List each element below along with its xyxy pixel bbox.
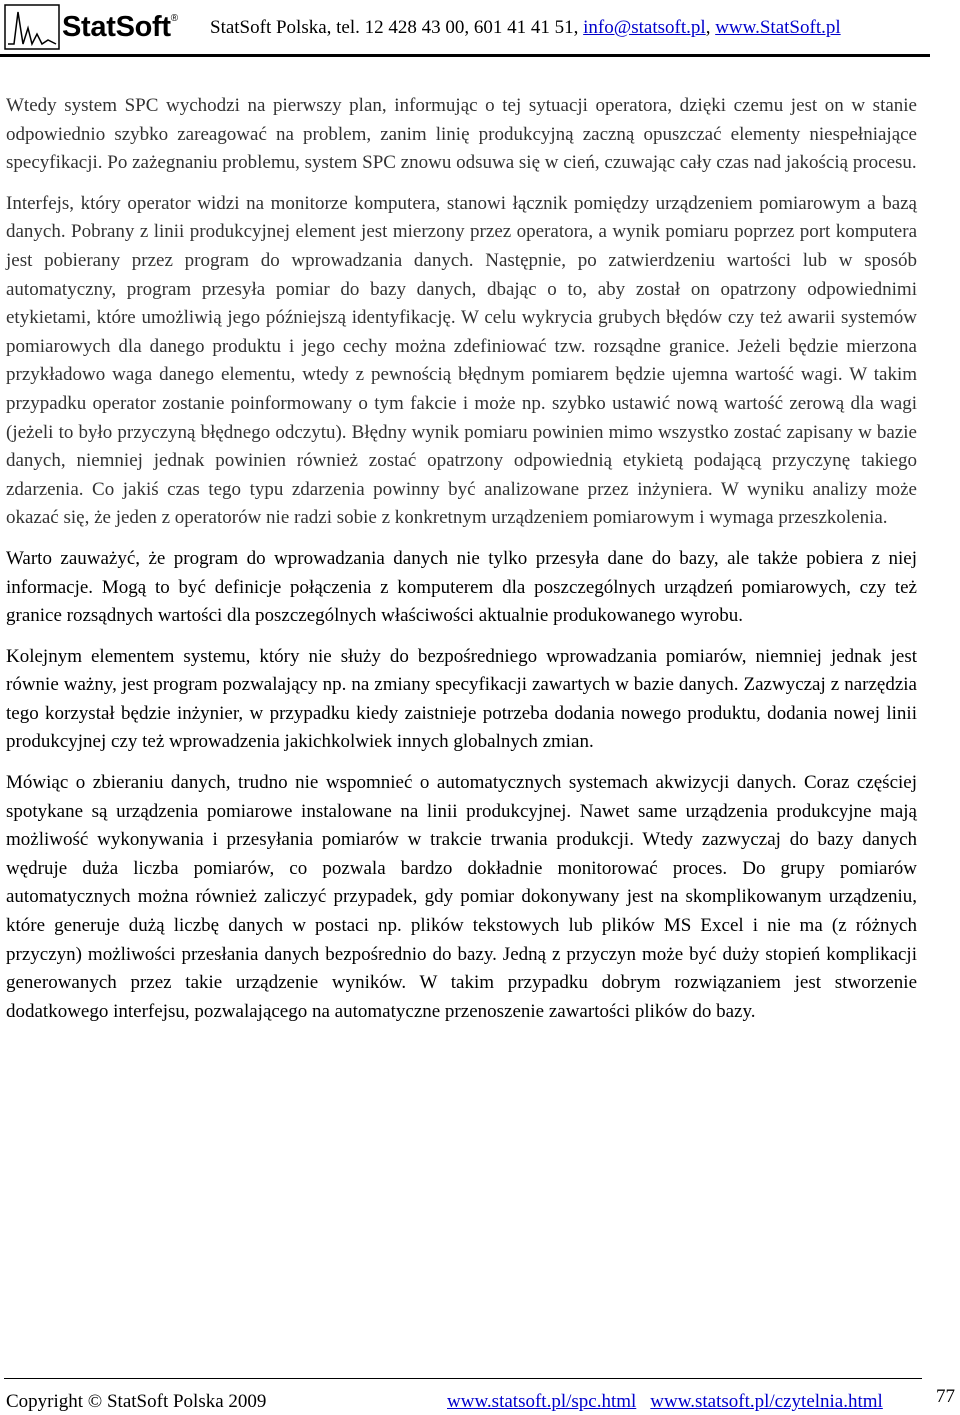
contact-text: StatSoft Polska, tel. 12 428 43 00, 601 41 41 51, <box>210 17 584 38</box>
logo-wordmark: StatSoft <box>62 11 171 43</box>
statsoft-logo-icon <box>4 4 60 57</box>
header-divider <box>0 54 930 57</box>
paragraph-2: Interfejs, który operator widzi na monitorze komputera, stanowi łącznik pomiędzy urządzeniem pomiarowym a bazą danych. Pobrany z linii produkcyjnej element jest mierzony przez operatora, a wynik pomiaru poprzez port komputera jest pobierany przez program do wprowadzania danych. Następnie, po zatwierdzeniu wartości lub w sposób automatyczny, program przesyła pomiar do bazy danych, dbając o to, aby został on opatrzony odpowiednimi etykietami, które umożliwią jego późniejszą identyfikację. W celu wykrycia grubych błędów czy też awarii systemów pomiarowych dla danego produktu i jego cechy można zdefiniować tzw. rozsądne granice. Jeżeli będzie mierzona przykładowo waga danego elementu, wtedy z pewnością błędnym pomiarem będzie ujemna wartość wagi. W takim przypadku operator zostanie poinformowany o tym fakcie i może np. szybko ustawić nową wartość zerową dla wagi (jeżeli to było przyczyną błędnego odczytu). Błędny wynik pomiaru powinien mimo wszystko zostać zapisany w bazie danych, niemniej jednak powinien również zostać opatrzony odpowiednią etykietą podającą przyczynę takiego zdarzenia. Co jakiś czas tego typu zdarzenia powinny być analizowane przez inżyniera. W wyniku analizy może okazać się, że jeden z operatorów nie radzi sobie z konkretnym urządzeniem pomiarowym i wymaga przeszkolenia. <box>6 192 917 529</box>
footer-divider <box>4 1378 922 1379</box>
header-contact <box>210 17 841 39</box>
spc-link[interactable]: www.statsoft.pl/spc.html <box>447 1391 637 1412</box>
paragraph-5: Mówiąc o zbieraniu danych, trudno nie wspomnieć o automatycznych systemach akwizycji danych. Coraz częściej spotykane są urządzenia pomiarowe instalowane na linii produkcyjnej. Nawet same urządzenia produkcyjne mają możliwość wykonywania i przesyłania pomiarów w trakcie trwania produkcji. Wtedy zazwyczaj do bazy danych wędruje duża liczba pomiarów, co pozwala bardzo dokładnie monitorować proces. Do grupy pomiarów automatycznych można również zaliczyć przypadek, gdy pomiar dokonywany jest na skomplikowanym urządzeniu, które generuje dużą liczbę danych w postaci np. plików tekstowych lub plików MS Excel i nie ma (z różnych przyczyn) możliwości przesłania danych bezpośrednio do bazy. Jedną z przyczyn może być duży stopień komplikacji generowanych przez takie urządzenie wyników. W takim przypadku dobrym rozwiązaniem jest stworzenie dodatkowego interfejsu, pozwalającego na automatyczne przenoszenie zawartości plików do bazy. <box>6 772 917 1022</box>
paragraph-3: Warto zauważyć, że program do wprowadzania danych nie tylko przesyła dane do bazy, ale także pobiera z niej informacje. Mogą to być definicje połączenia z komputerem dla poszczególnych urządzeń pomiarowych, czy też granice rozsądnych wartości dla poszczególnych właściwości aktualnie produkowanego wyrobu. <box>6 547 917 627</box>
email-link[interactable]: info@statsoft.pl <box>583 17 706 38</box>
copyright-text: Copyright © StatSoft Polska 2009 <box>6 1391 267 1412</box>
page-number: 77 <box>936 1386 955 1407</box>
czytelnia-link[interactable]: www.statsoft.pl/czytelnia.html <box>650 1391 883 1412</box>
statsoft-logo-text <box>62 11 178 44</box>
page-footer <box>0 1378 960 1415</box>
article-body <box>6 92 917 1038</box>
footer-links <box>447 1391 883 1413</box>
page-header <box>0 0 960 64</box>
website-link[interactable]: www.StatSoft.pl <box>715 17 841 38</box>
paragraph-1: Wtedy system SPC wychodzi na pierwszy plan, informując o tej sytuacji operatora, dzięki czemu jest on w stanie odpowiednio szybko zareagować na problem, zanim linię produkcyjną zaczną opuszczać elementy niespełniające specyfikacji. Po zażegnaniu problemu, system SPC znowu odsuwa się w cień, czuwając cały czas nad jakością procesu. <box>6 95 917 174</box>
paragraph-4: Kolejnym elementem systemu, który nie służy do bezpośredniego wprowadzania pomiarów, niemniej jednak jest równie ważny, jest program pozwalający np. na zmiany specyfikacji zawartych w bazie danych. Zazwyczaj z narzędzia tego korzystał będzie inżynier, w przypadku kiedy zaistnieje potrzeba dodania nowego produktu, dodania nowej linii produkcyjnej czy też wprowadzenia jakichkolwiek innych globalnych zmian. <box>6 645 917 753</box>
contact-separator: , <box>705 17 716 38</box>
registered-mark: ® <box>170 13 178 24</box>
